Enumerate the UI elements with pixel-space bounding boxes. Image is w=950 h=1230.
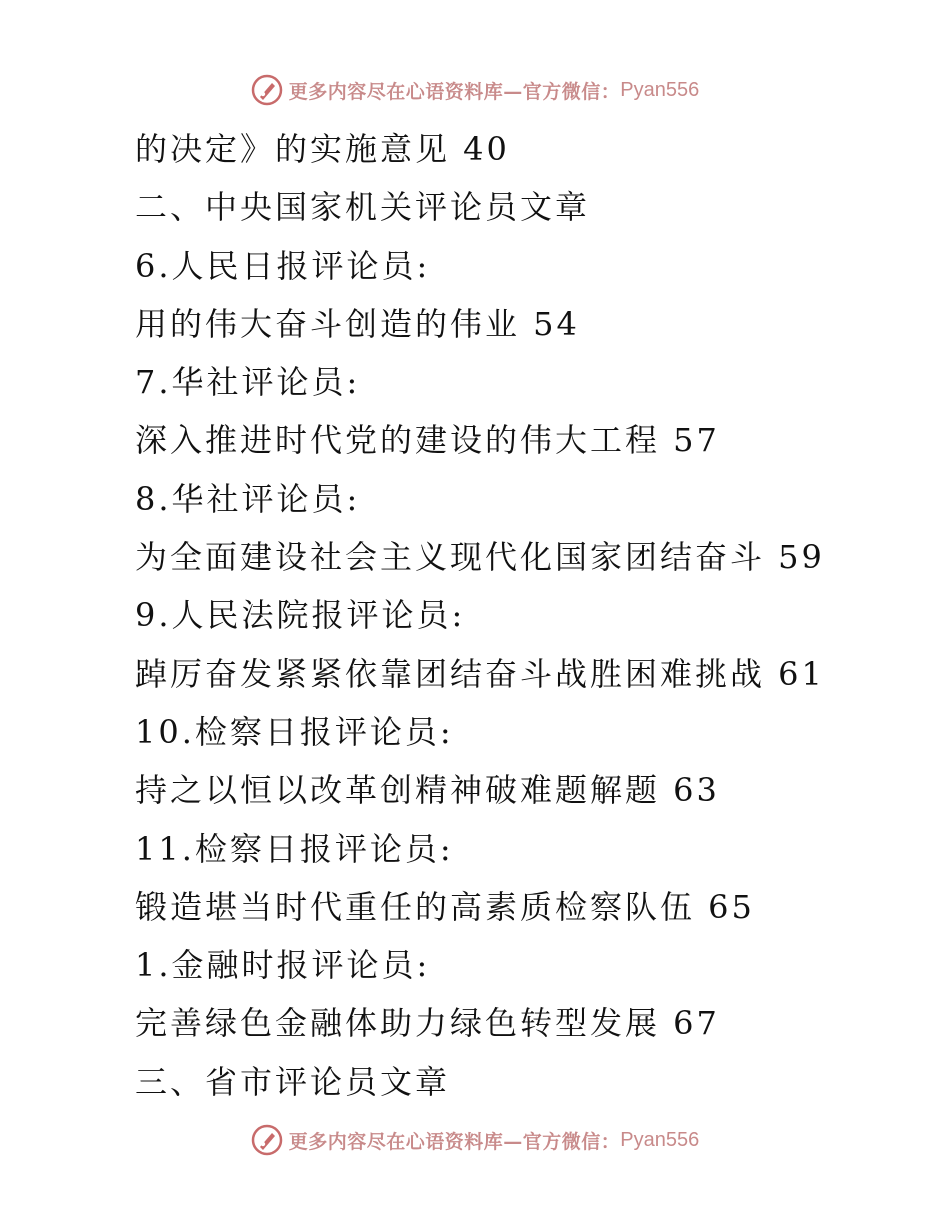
toc-section-heading: 三、省市评论员文章 xyxy=(135,1062,451,1101)
toc-line: 11.检察日报评论员: xyxy=(135,829,454,868)
toc-line: 8.华社评论员: xyxy=(135,479,361,518)
toc-line: 踔厉奋发紧紧依靠团结奋斗战胜困难挑战 61 xyxy=(135,654,825,693)
watermark-text: 更多内容尽在心语资料库—官方微信： xyxy=(288,1130,621,1153)
watermark-footer xyxy=(0,1120,950,1160)
toc-line: 深入推进时代党的建设的伟大工程 57 xyxy=(135,421,720,460)
toc-line: 完善绿色金融体助力绿色转型发展 67 xyxy=(135,1004,720,1043)
toc-line: 1.金融时报评论员: xyxy=(135,946,431,985)
watermark-header xyxy=(0,70,950,110)
toc-section-heading: 二、中央国家机关评论员文章 xyxy=(135,188,591,227)
toc-line: 为全面建设社会主义现代化国家团结奋斗 59 xyxy=(135,538,825,577)
toc-line: 9.人民法院报评论员: xyxy=(135,596,466,635)
pen-seal-icon xyxy=(251,74,283,106)
toc-line: 10.检察日报评论员: xyxy=(135,712,454,751)
toc-line: 持之以恒以改革创精神破难题解题 63 xyxy=(135,771,720,810)
toc-content xyxy=(135,120,915,1111)
toc-line: 7.华社评论员: xyxy=(135,363,361,402)
toc-line: 6.人民日报评论员: xyxy=(135,246,431,285)
pen-seal-icon xyxy=(251,1124,283,1156)
watermark-text: 更多内容尽在心语资料库—官方微信： xyxy=(288,80,621,103)
watermark-wechat-id: Pyan556 xyxy=(620,1128,700,1151)
toc-line: 的决定》的实施意见 40 xyxy=(135,130,510,168)
watermark-wechat-id: Pyan556 xyxy=(620,78,700,101)
toc-line: 用的伟大奋斗创造的伟业 54 xyxy=(135,304,580,343)
toc-line: 锻造堪当时代重任的高素质检察队伍 65 xyxy=(135,887,755,926)
